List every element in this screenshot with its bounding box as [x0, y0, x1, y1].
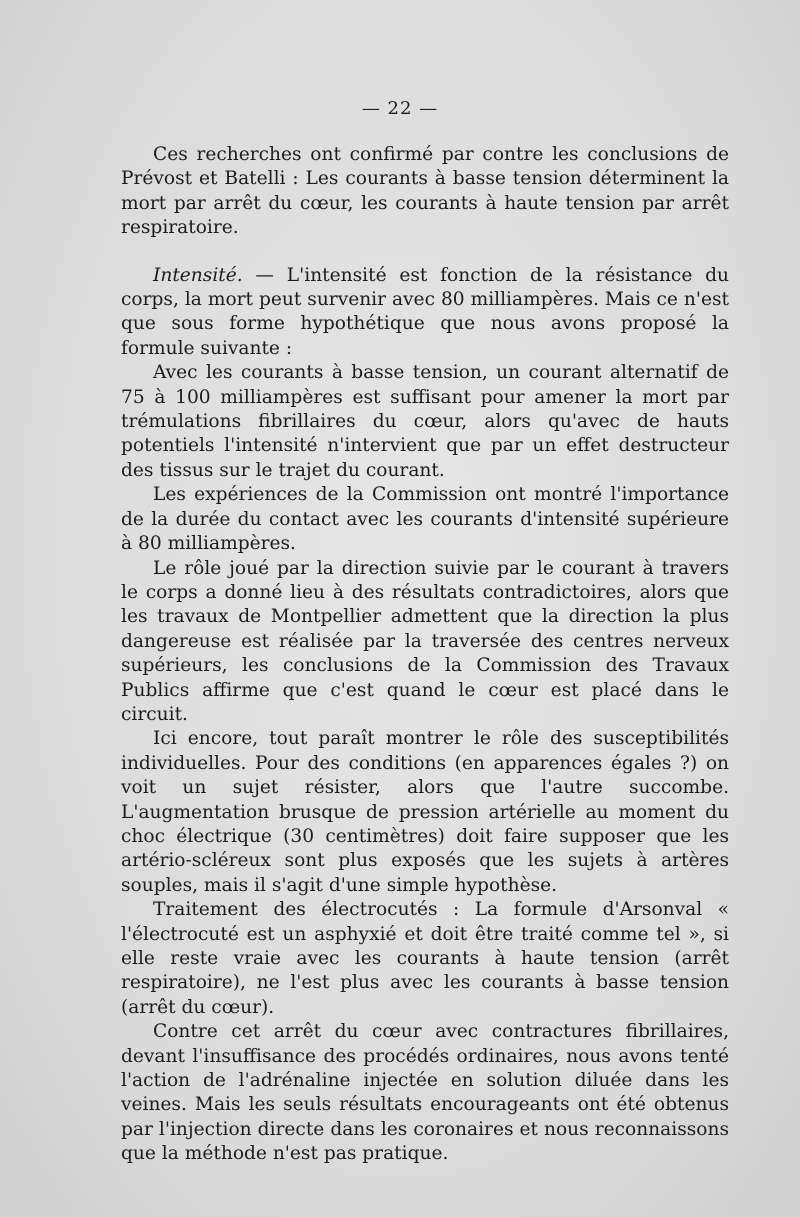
paragraph-text: Traitement des électrocutés : La formule d'Arsonval « l'électrocuté est un asphyxié et doit être traité comme tel », si elle reste vraie avec les courants à haute tension (arrêt respiratoire), ne l'est plus avec les courants à basse tension (arrêt du cœur). [121, 899, 729, 1018]
page-number: — 22 — [361, 98, 439, 119]
paragraph-commission [121, 483, 729, 556]
paragraph-susceptibilites [121, 727, 729, 898]
paragraph-adrenaline [121, 1020, 729, 1166]
paragraph-direction [121, 557, 729, 728]
paragraph-text: Ces recherches ont confirmé par contre les conclusions de Prévost et Batelli : Les courants à basse tension déterminent la mort par arrêt du cœur, les courants à haute tension par arrêt respiratoire. [121, 144, 729, 239]
paragraph-text: Ici encore, tout paraît montrer le rôle des susceptibilités individuelles. Pour des conditions (en apparences égales ?) on voit un sujet résister, alors que l'autre succombe. L'augmentation brusque de pression artérielle au moment du choc électrique (30 centimètres) doit faire supposer que les artério-scléreux sont plus exposés que les sujets à artères souples, mais il s'agit d'une simple hypothèse. [121, 728, 729, 896]
paragraph-text: Contre cet arrêt du cœur avec contractures fibrillaires, devant l'insuffisance des procédés ordinaires, nous avons tenté l'action de l'adrénaline injectée en solution diluée dans les veines. Mais les seuls résultats encourageants ont été obtenus par l'injection directe dans les coronaires et nous reconnaissons que la méthode n'est pas pratique. [121, 1021, 729, 1165]
paragraph-conclusions [121, 143, 729, 241]
paragraph-basse-tension [121, 361, 729, 483]
paragraph-text: Avec les courants à basse tension, un courant alternatif de 75 à 100 milliampères est suffisant pour amener la mort par trémulations fibrillaires du cœur, alors qu'avec de hauts potentiels l'intensité n'intervient que par un effet destructeur des tissus sur le trajet du courant. [121, 362, 729, 481]
section-lead-intensite: Intensité. [153, 264, 243, 286]
paragraph-text: Les expériences de la Commission ont montré l'importance de la durée du contact avec les courants d'intensité supérieure à 80 milliampères. [121, 484, 729, 555]
body-text [121, 143, 729, 1167]
paragraph-traitement [121, 898, 729, 1020]
paragraph-text: — L'intensité est fonction de la résistance du corps, la mort peut survenir avec 80 milliampères. Mais ce n'est que sous forme hypothétique que nous avons proposé la formule suivante : [121, 264, 729, 359]
paragraph-text: Le rôle joué par la direction suivie par le courant à travers le corps a donné lieu à des résultats contradictoires, alors que les travaux de Montpellier admettent que la direction la plus dangereuse est réalisée par la traversée des centres nerveux supérieurs, les conclusions de la Commission des Travaux Publics affirme que c'est quand le cœur est placé dans le circuit. [121, 557, 729, 725]
paragraph-intensite [121, 264, 729, 362]
